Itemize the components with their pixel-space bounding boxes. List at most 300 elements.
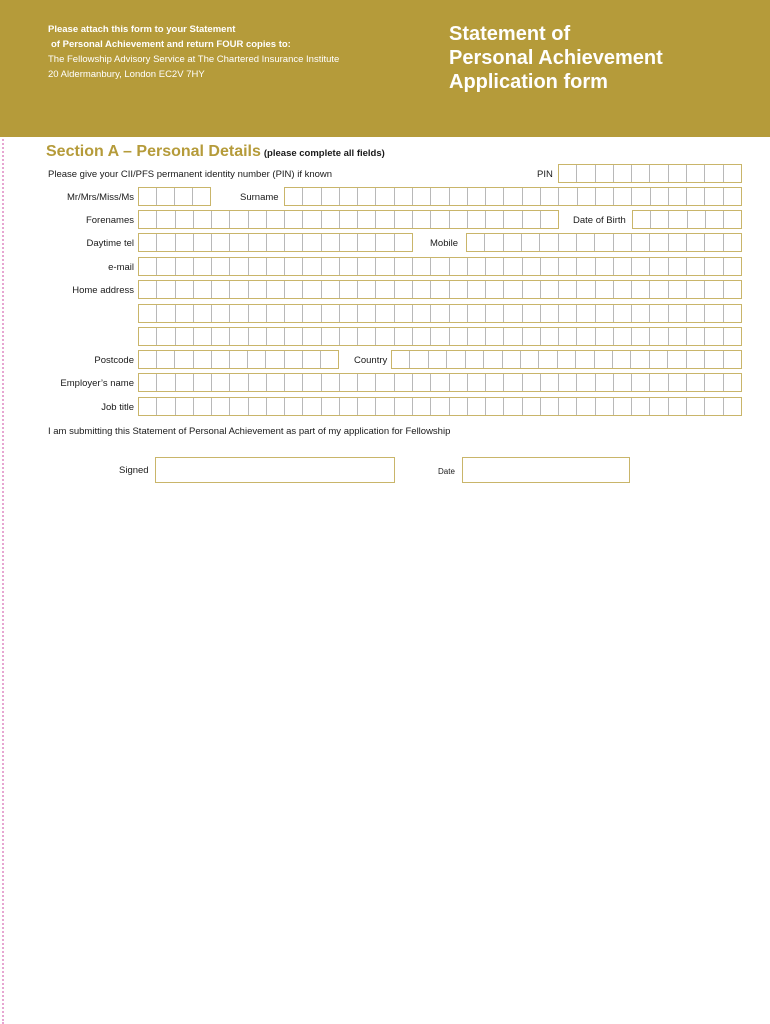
character-cell[interactable] xyxy=(594,234,612,251)
character-cell[interactable] xyxy=(302,374,320,391)
character-cell[interactable] xyxy=(430,398,448,415)
character-cell[interactable] xyxy=(503,281,521,298)
character-cell[interactable] xyxy=(248,328,266,345)
character-cell[interactable] xyxy=(613,165,631,182)
character-cell[interactable] xyxy=(412,258,430,275)
character-cell[interactable] xyxy=(394,234,412,251)
character-cell[interactable] xyxy=(449,258,467,275)
character-cell[interactable] xyxy=(723,258,741,275)
character-cell[interactable] xyxy=(229,351,247,368)
character-cell[interactable] xyxy=(247,351,265,368)
character-cell[interactable] xyxy=(723,305,741,322)
character-cell[interactable] xyxy=(522,188,540,205)
home-address-line-1-field[interactable] xyxy=(138,280,742,299)
character-cell[interactable] xyxy=(704,305,722,322)
character-cell[interactable] xyxy=(704,374,722,391)
character-cell[interactable] xyxy=(540,188,558,205)
character-cell[interactable] xyxy=(686,188,704,205)
character-cell[interactable] xyxy=(633,211,650,228)
character-cell[interactable] xyxy=(375,211,393,228)
character-cell[interactable] xyxy=(248,211,266,228)
character-cell[interactable] xyxy=(576,305,594,322)
character-cell[interactable] xyxy=(576,398,594,415)
character-cell[interactable] xyxy=(412,305,430,322)
character-cell[interactable] xyxy=(558,305,576,322)
character-cell[interactable] xyxy=(320,351,338,368)
character-cell[interactable] xyxy=(558,188,576,205)
character-cell[interactable] xyxy=(428,351,446,368)
character-cell[interactable] xyxy=(503,258,521,275)
character-cell[interactable] xyxy=(631,281,649,298)
character-cell[interactable] xyxy=(631,305,649,322)
character-cell[interactable] xyxy=(558,281,576,298)
character-cell[interactable] xyxy=(723,281,741,298)
character-cell[interactable] xyxy=(211,305,229,322)
character-cell[interactable] xyxy=(483,351,501,368)
character-cell[interactable] xyxy=(540,305,558,322)
character-cell[interactable] xyxy=(631,328,649,345)
character-cell[interactable] xyxy=(394,328,412,345)
character-cell[interactable] xyxy=(266,305,284,322)
character-cell[interactable] xyxy=(650,188,668,205)
character-cell[interactable] xyxy=(156,305,174,322)
character-cell[interactable] xyxy=(193,211,211,228)
character-cell[interactable] xyxy=(284,328,302,345)
character-cell[interactable] xyxy=(595,188,613,205)
character-cell[interactable] xyxy=(723,211,741,228)
character-cell[interactable] xyxy=(321,328,339,345)
character-cell[interactable] xyxy=(503,211,521,228)
signature-date-field[interactable] xyxy=(462,457,630,483)
character-cell[interactable] xyxy=(522,398,540,415)
character-cell[interactable] xyxy=(266,328,284,345)
character-cell[interactable] xyxy=(467,328,485,345)
character-cell[interactable] xyxy=(321,305,339,322)
character-cell[interactable] xyxy=(503,398,521,415)
character-cell[interactable] xyxy=(139,281,156,298)
character-cell[interactable] xyxy=(631,234,649,251)
character-cell[interactable] xyxy=(485,328,503,345)
character-cell[interactable] xyxy=(339,211,357,228)
character-cell[interactable] xyxy=(649,165,667,182)
character-cell[interactable] xyxy=(357,305,375,322)
character-cell[interactable] xyxy=(485,374,503,391)
character-cell[interactable] xyxy=(540,211,558,228)
character-cell[interactable] xyxy=(229,234,247,251)
character-cell[interactable] xyxy=(193,328,211,345)
character-cell[interactable] xyxy=(229,211,247,228)
character-cell[interactable] xyxy=(339,374,357,391)
character-cell[interactable] xyxy=(704,351,722,368)
character-cell[interactable] xyxy=(686,305,704,322)
character-cell[interactable] xyxy=(485,398,503,415)
email-field[interactable] xyxy=(138,257,742,276)
character-cell[interactable] xyxy=(139,351,156,368)
character-cell[interactable] xyxy=(193,234,211,251)
character-cell[interactable] xyxy=(248,398,266,415)
mobile-field[interactable] xyxy=(466,233,742,252)
character-cell[interactable] xyxy=(704,281,722,298)
character-cell[interactable] xyxy=(266,398,284,415)
character-cell[interactable] xyxy=(266,234,284,251)
character-cell[interactable] xyxy=(174,351,192,368)
character-cell[interactable] xyxy=(357,234,375,251)
character-cell[interactable] xyxy=(430,374,448,391)
character-cell[interactable] xyxy=(595,281,613,298)
character-cell[interactable] xyxy=(705,211,723,228)
character-cell[interactable] xyxy=(686,374,704,391)
character-cell[interactable] xyxy=(375,258,393,275)
character-cell[interactable] xyxy=(540,281,558,298)
character-cell[interactable] xyxy=(502,351,520,368)
character-cell[interactable] xyxy=(723,374,741,391)
character-cell[interactable] xyxy=(193,258,211,275)
character-cell[interactable] xyxy=(522,328,540,345)
character-cell[interactable] xyxy=(321,281,339,298)
character-cell[interactable] xyxy=(266,374,284,391)
character-cell[interactable] xyxy=(576,281,594,298)
character-cell[interactable] xyxy=(631,258,649,275)
character-cell[interactable] xyxy=(139,188,156,205)
character-cell[interactable] xyxy=(430,281,448,298)
character-cell[interactable] xyxy=(649,258,667,275)
character-cell[interactable] xyxy=(686,258,704,275)
character-cell[interactable] xyxy=(467,188,485,205)
character-cell[interactable] xyxy=(375,398,393,415)
character-cell[interactable] xyxy=(248,281,266,298)
character-cell[interactable] xyxy=(595,398,613,415)
character-cell[interactable] xyxy=(174,188,192,205)
character-cell[interactable] xyxy=(465,351,483,368)
character-cell[interactable] xyxy=(248,258,266,275)
character-cell[interactable] xyxy=(175,328,193,345)
character-cell[interactable] xyxy=(446,351,464,368)
character-cell[interactable] xyxy=(668,374,686,391)
character-cell[interactable] xyxy=(139,374,156,391)
character-cell[interactable] xyxy=(284,211,302,228)
character-cell[interactable] xyxy=(394,281,412,298)
character-cell[interactable] xyxy=(284,351,302,368)
postcode-field[interactable] xyxy=(138,350,339,369)
character-cell[interactable] xyxy=(649,398,667,415)
character-cell[interactable] xyxy=(522,281,540,298)
character-cell[interactable] xyxy=(503,374,521,391)
character-cell[interactable] xyxy=(557,351,575,368)
character-cell[interactable] xyxy=(339,328,357,345)
character-cell[interactable] xyxy=(139,398,156,415)
character-cell[interactable] xyxy=(357,188,375,205)
character-cell[interactable] xyxy=(229,281,247,298)
character-cell[interactable] xyxy=(686,281,704,298)
character-cell[interactable] xyxy=(302,211,320,228)
character-cell[interactable] xyxy=(522,211,540,228)
signature-field[interactable] xyxy=(155,457,395,483)
character-cell[interactable] xyxy=(248,305,266,322)
character-cell[interactable] xyxy=(631,398,649,415)
character-cell[interactable] xyxy=(339,281,357,298)
character-cell[interactable] xyxy=(503,328,521,345)
character-cell[interactable] xyxy=(339,234,357,251)
character-cell[interactable] xyxy=(649,351,667,368)
character-cell[interactable] xyxy=(211,374,229,391)
character-cell[interactable] xyxy=(686,351,704,368)
character-cell[interactable] xyxy=(668,188,686,205)
character-cell[interactable] xyxy=(394,258,412,275)
character-cell[interactable] xyxy=(266,211,284,228)
character-cell[interactable] xyxy=(193,281,211,298)
character-cell[interactable] xyxy=(229,305,247,322)
character-cell[interactable] xyxy=(321,374,339,391)
character-cell[interactable] xyxy=(211,328,229,345)
character-cell[interactable] xyxy=(723,165,741,182)
character-cell[interactable] xyxy=(302,258,320,275)
character-cell[interactable] xyxy=(686,234,704,251)
character-cell[interactable] xyxy=(631,374,649,391)
character-cell[interactable] xyxy=(539,234,557,251)
character-cell[interactable] xyxy=(467,305,485,322)
character-cell[interactable] xyxy=(449,188,467,205)
character-cell[interactable] xyxy=(302,305,320,322)
character-cell[interactable] xyxy=(412,211,430,228)
character-cell[interactable] xyxy=(302,281,320,298)
character-cell[interactable] xyxy=(520,351,538,368)
character-cell[interactable] xyxy=(668,234,686,251)
character-cell[interactable] xyxy=(631,165,649,182)
character-cell[interactable] xyxy=(668,258,686,275)
character-cell[interactable] xyxy=(375,374,393,391)
character-cell[interactable] xyxy=(704,188,722,205)
character-cell[interactable] xyxy=(175,374,193,391)
character-cell[interactable] xyxy=(321,188,339,205)
character-cell[interactable] xyxy=(284,398,302,415)
character-cell[interactable] xyxy=(668,328,686,345)
character-cell[interactable] xyxy=(650,211,668,228)
employer-field[interactable] xyxy=(138,373,742,392)
character-cell[interactable] xyxy=(631,188,649,205)
character-cell[interactable] xyxy=(357,374,375,391)
character-cell[interactable] xyxy=(485,281,503,298)
character-cell[interactable] xyxy=(595,305,613,322)
character-cell[interactable] xyxy=(321,211,339,228)
character-cell[interactable] xyxy=(211,258,229,275)
character-cell[interactable] xyxy=(285,188,302,205)
character-cell[interactable] xyxy=(613,398,631,415)
character-cell[interactable] xyxy=(723,351,741,368)
character-cell[interactable] xyxy=(704,328,722,345)
character-cell[interactable] xyxy=(430,211,448,228)
character-cell[interactable] xyxy=(211,281,229,298)
character-cell[interactable] xyxy=(521,234,539,251)
character-cell[interactable] xyxy=(595,374,613,391)
character-cell[interactable] xyxy=(576,258,594,275)
character-cell[interactable] xyxy=(558,374,576,391)
character-cell[interactable] xyxy=(649,374,667,391)
character-cell[interactable] xyxy=(193,374,211,391)
character-cell[interactable] xyxy=(613,188,631,205)
character-cell[interactable] xyxy=(394,305,412,322)
character-cell[interactable] xyxy=(704,234,722,251)
character-cell[interactable] xyxy=(139,328,156,345)
character-cell[interactable] xyxy=(284,374,302,391)
character-cell[interactable] xyxy=(229,398,247,415)
character-cell[interactable] xyxy=(503,305,521,322)
character-cell[interactable] xyxy=(484,234,502,251)
character-cell[interactable] xyxy=(577,188,595,205)
character-cell[interactable] xyxy=(248,374,266,391)
character-cell[interactable] xyxy=(357,281,375,298)
character-cell[interactable] xyxy=(576,165,594,182)
character-cell[interactable] xyxy=(686,328,704,345)
character-cell[interactable] xyxy=(538,351,556,368)
character-cell[interactable] xyxy=(339,258,357,275)
character-cell[interactable] xyxy=(156,374,174,391)
character-cell[interactable] xyxy=(375,305,393,322)
character-cell[interactable] xyxy=(392,351,409,368)
character-cell[interactable] xyxy=(412,281,430,298)
character-cell[interactable] xyxy=(723,398,741,415)
character-cell[interactable] xyxy=(412,328,430,345)
character-cell[interactable] xyxy=(449,281,467,298)
character-cell[interactable] xyxy=(357,258,375,275)
character-cell[interactable] xyxy=(558,328,576,345)
character-cell[interactable] xyxy=(193,351,211,368)
character-cell[interactable] xyxy=(211,211,229,228)
character-cell[interactable] xyxy=(467,281,485,298)
character-cell[interactable] xyxy=(284,281,302,298)
character-cell[interactable] xyxy=(595,328,613,345)
character-cell[interactable] xyxy=(339,398,357,415)
character-cell[interactable] xyxy=(139,211,156,228)
character-cell[interactable] xyxy=(412,398,430,415)
character-cell[interactable] xyxy=(175,398,193,415)
job-title-field[interactable] xyxy=(138,397,742,416)
character-cell[interactable] xyxy=(630,351,648,368)
character-cell[interactable] xyxy=(704,398,722,415)
character-cell[interactable] xyxy=(375,234,393,251)
character-cell[interactable] xyxy=(612,351,630,368)
character-cell[interactable] xyxy=(522,305,540,322)
character-cell[interactable] xyxy=(649,328,667,345)
character-cell[interactable] xyxy=(284,234,302,251)
character-cell[interactable] xyxy=(449,211,467,228)
character-cell[interactable] xyxy=(723,188,741,205)
character-cell[interactable] xyxy=(540,398,558,415)
character-cell[interactable] xyxy=(649,281,667,298)
character-cell[interactable] xyxy=(357,398,375,415)
character-cell[interactable] xyxy=(321,258,339,275)
character-cell[interactable] xyxy=(302,188,320,205)
character-cell[interactable] xyxy=(321,398,339,415)
character-cell[interactable] xyxy=(467,374,485,391)
character-cell[interactable] xyxy=(668,281,686,298)
character-cell[interactable] xyxy=(704,165,722,182)
character-cell[interactable] xyxy=(394,374,412,391)
character-cell[interactable] xyxy=(668,398,686,415)
character-cell[interactable] xyxy=(412,188,430,205)
character-cell[interactable] xyxy=(613,305,631,322)
character-cell[interactable] xyxy=(595,165,613,182)
character-cell[interactable] xyxy=(284,305,302,322)
character-cell[interactable] xyxy=(156,211,174,228)
character-cell[interactable] xyxy=(613,258,631,275)
character-cell[interactable] xyxy=(192,188,210,205)
character-cell[interactable] xyxy=(467,211,485,228)
character-cell[interactable] xyxy=(649,234,667,251)
character-cell[interactable] xyxy=(594,351,612,368)
character-cell[interactable] xyxy=(558,398,576,415)
character-cell[interactable] xyxy=(339,305,357,322)
character-cell[interactable] xyxy=(467,398,485,415)
character-cell[interactable] xyxy=(668,305,686,322)
character-cell[interactable] xyxy=(503,234,521,251)
character-cell[interactable] xyxy=(723,234,741,251)
character-cell[interactable] xyxy=(686,165,704,182)
character-cell[interactable] xyxy=(522,258,540,275)
character-cell[interactable] xyxy=(156,351,174,368)
character-cell[interactable] xyxy=(668,165,686,182)
character-cell[interactable] xyxy=(668,211,686,228)
character-cell[interactable] xyxy=(467,234,484,251)
character-cell[interactable] xyxy=(503,188,521,205)
character-cell[interactable] xyxy=(193,305,211,322)
character-cell[interactable] xyxy=(595,258,613,275)
character-cell[interactable] xyxy=(394,188,412,205)
character-cell[interactable] xyxy=(156,188,174,205)
character-cell[interactable] xyxy=(302,328,320,345)
character-cell[interactable] xyxy=(139,305,156,322)
character-cell[interactable] xyxy=(558,234,576,251)
character-cell[interactable] xyxy=(139,258,156,275)
character-cell[interactable] xyxy=(175,258,193,275)
pin-field[interactable] xyxy=(558,164,742,183)
home-address-line-2-field[interactable] xyxy=(138,304,742,323)
character-cell[interactable] xyxy=(576,234,594,251)
character-cell[interactable] xyxy=(211,234,229,251)
character-cell[interactable] xyxy=(485,211,503,228)
character-cell[interactable] xyxy=(156,398,174,415)
character-cell[interactable] xyxy=(375,328,393,345)
character-cell[interactable] xyxy=(229,328,247,345)
character-cell[interactable] xyxy=(540,258,558,275)
character-cell[interactable] xyxy=(613,328,631,345)
character-cell[interactable] xyxy=(175,305,193,322)
character-cell[interactable] xyxy=(449,305,467,322)
character-cell[interactable] xyxy=(248,234,266,251)
character-cell[interactable] xyxy=(449,328,467,345)
character-cell[interactable] xyxy=(409,351,427,368)
character-cell[interactable] xyxy=(430,305,448,322)
character-cell[interactable] xyxy=(394,211,412,228)
character-cell[interactable] xyxy=(576,374,594,391)
character-cell[interactable] xyxy=(211,398,229,415)
character-cell[interactable] xyxy=(430,188,448,205)
home-address-line-3-field[interactable] xyxy=(138,327,742,346)
character-cell[interactable] xyxy=(156,281,174,298)
character-cell[interactable] xyxy=(687,211,705,228)
character-cell[interactable] xyxy=(229,374,247,391)
character-cell[interactable] xyxy=(302,234,320,251)
character-cell[interactable] xyxy=(467,258,485,275)
character-cell[interactable] xyxy=(266,258,284,275)
country-field[interactable] xyxy=(391,350,742,369)
character-cell[interactable] xyxy=(559,165,576,182)
character-cell[interactable] xyxy=(175,281,193,298)
character-cell[interactable] xyxy=(139,234,156,251)
character-cell[interactable] xyxy=(375,188,393,205)
character-cell[interactable] xyxy=(449,398,467,415)
character-cell[interactable] xyxy=(704,258,722,275)
character-cell[interactable] xyxy=(723,328,741,345)
